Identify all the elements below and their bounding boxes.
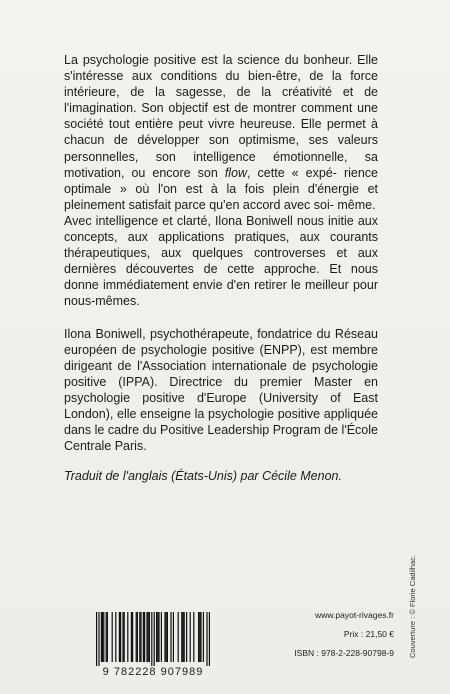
barcode-bar	[102, 612, 103, 662]
barcode-bar	[127, 612, 128, 662]
translator-credit: Traduit de l'anglais (États-Unis) par Cécile Menon.	[64, 469, 342, 483]
publisher-website: www.payot-rivages.fr	[315, 610, 394, 620]
barcode-bar	[148, 612, 149, 662]
desc-line: l'imagination. Son objectif est de montrer comment	[64, 101, 353, 116]
desc-line: sa motivation, ou encore son flow, cette « expé-	[64, 149, 378, 180]
desc-line: donne immédiatement envie d'en retirer le meilleur	[64, 278, 349, 293]
barcode-bar	[149, 612, 150, 662]
barcode-bar	[157, 612, 158, 662]
desc-line: une société tout entière peut vivre heureuse. Elle	[64, 101, 378, 132]
desc-line: et pleinement satisfait parce qu'en accord avec soi-	[64, 181, 378, 212]
bio-line: est membre dirigeant de l'Association internationale	[64, 342, 378, 373]
barcode-bar	[107, 612, 108, 662]
bio-line: de psychologie positive (IPPA). Directrice du premier	[64, 358, 378, 389]
barcode-bar	[161, 612, 162, 662]
bio-line: Program de l'École Centrale Paris.	[64, 423, 378, 454]
barcode-bar	[143, 612, 144, 662]
desc-line: thérapeutiques, aux quelques controverses et aux	[64, 246, 378, 261]
author-bio	[64, 326, 378, 455]
desc-line: Avec intelligence et clarté, Ilona Boniwell nous initie	[64, 213, 354, 228]
barcode-bar	[124, 612, 125, 662]
barcode-bar	[154, 612, 155, 666]
bio-line: of East London), elle enseigne la psychologie positive	[64, 390, 378, 421]
barcode-bar	[173, 612, 174, 662]
desc-line: dernières découvertes de cette approche. Et nous	[64, 262, 378, 277]
barcode-bar	[122, 612, 123, 662]
barcode-bar	[115, 612, 116, 662]
price: Prix : 21,50 €	[343, 629, 394, 639]
barcode-bar	[101, 612, 102, 662]
barcode-bar	[144, 612, 145, 662]
barcode-bar	[119, 612, 120, 662]
barcode-bar	[112, 612, 113, 662]
barcode-bar	[131, 612, 132, 662]
barcode-bar	[140, 612, 141, 662]
barcode-bar	[120, 612, 121, 662]
barcode-bar	[182, 612, 183, 662]
back-cover-text	[64, 52, 378, 454]
desc-line: rience optimale » où l'on est à la fois plein d'énergie	[64, 165, 378, 196]
isbn: ISBN : 978-2-228-90798-9	[294, 648, 394, 658]
bio-line: Master en psychologie positive d'Europe (University	[64, 374, 378, 405]
description-paragraph-2	[64, 213, 378, 310]
barcode-bar	[139, 612, 140, 662]
barcode-bar	[146, 612, 147, 662]
barcode-bar	[184, 612, 185, 662]
barcode-bar	[98, 612, 99, 666]
bio-line: Réseau européen de psychologie positive (ENPP),	[64, 326, 379, 357]
barcode-bar	[132, 612, 133, 662]
desc-line: force intérieure, de la sagesse, de la créativité et de	[64, 69, 378, 100]
publisher-info	[194, 610, 394, 667]
barcode-bar	[96, 612, 97, 666]
bio-line: Ilona Boniwell, psychothérapeute, fondatrice du	[64, 326, 331, 341]
barcode-bar	[190, 612, 191, 662]
barcode-digits: 9 782228 907989	[102, 666, 204, 678]
barcode-bar	[167, 612, 168, 662]
barcode-bar	[186, 612, 187, 662]
barcode-bar	[156, 612, 157, 662]
desc-line: même.	[337, 197, 376, 212]
desc-line: pour nous-mêmes.	[64, 278, 378, 309]
description-paragraph-1	[64, 52, 378, 213]
barcode-bar	[178, 612, 179, 662]
barcode-bar	[164, 612, 165, 662]
barcode-bar	[151, 612, 152, 666]
bio-line: appliquée dans le cadre du Positive Leadership	[64, 406, 378, 438]
barcode-bar	[166, 612, 167, 662]
barcode-bar	[170, 612, 171, 662]
desc-line: aux concepts, aux applications pratiques, aux courants	[64, 213, 378, 245]
desc-line: permet à chacun de développer son optimisme, ses	[64, 117, 378, 148]
desc-line: valeurs personnelles, son intelligence émotionnelle,	[64, 133, 378, 164]
barcode-bar	[106, 612, 107, 662]
cover-photo-credit: Couverture : © Florie Cadilhac.	[408, 554, 417, 658]
barcode-bar	[158, 612, 159, 662]
barcode-bar	[181, 612, 182, 662]
desc-line: La psychologie positive est la science du bonheur.	[64, 53, 353, 67]
desc-line: Elle s'intéresse aux conditions du bien-être, de la	[64, 53, 378, 84]
barcode-bar	[136, 612, 137, 662]
barcode-bar	[103, 612, 104, 662]
barcode-bar	[137, 612, 138, 662]
